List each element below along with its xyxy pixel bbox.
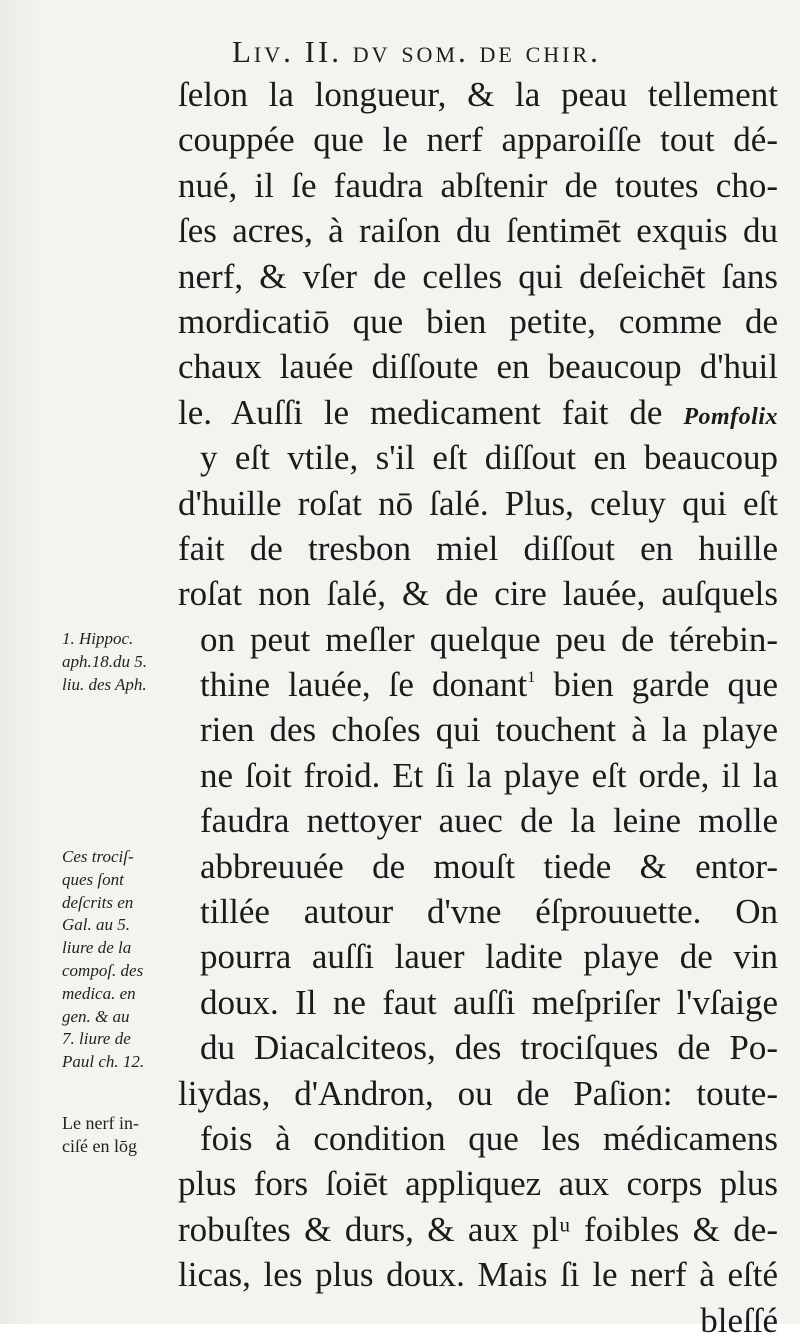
body-line: robuſtes & durs, & aux plᵘ foibles & de- [178, 1209, 778, 1249]
body-line: nué, il ſe faudra abſtenir de toutes cho- [178, 165, 778, 205]
body-line: roſat non ſalé, & de cire lauée, auſquels [178, 574, 778, 614]
margin-note-line: Ces trociſ- [62, 847, 134, 866]
margin-note-line: ques ſont [62, 869, 124, 889]
body-line: pourra auſſi lauer ladite playe de vin [200, 937, 778, 977]
body-line: du Diacalciteos, des trociſques de Po- [200, 1028, 778, 1068]
italic-drug-name: Pomfolix [683, 403, 778, 430]
body-line: bleſſé [700, 1300, 778, 1340]
body-text [178, 72, 778, 1343]
margin-note-line: ciſé en lōg [62, 1135, 137, 1156]
margin-note-line: 1. Hippoc. [62, 629, 134, 648]
margin-note-line: liure de la [62, 938, 132, 958]
body-line: rien des choſes qui touchent à la playe [200, 710, 778, 750]
body-line: ſes acres, à raiſon du ſentimēt exquis du [178, 211, 778, 251]
footnote-marker: 1 [527, 669, 536, 687]
body-line: doux. Il ne faut auſſi meſpriſer l'vſaige [200, 982, 778, 1022]
body-line: ſelon la longueur, & la peau tellement [178, 75, 778, 114]
body-line: ne ſoit froid. Et ſi la playe eſt orde, il la [200, 755, 778, 795]
margin-note-line: deſcrits en [62, 892, 134, 912]
body-line: y eſt vtile, s'il eſt diſſout en beaucoup [200, 438, 778, 478]
running-head: Liv. II. dv som. de chir. [232, 34, 601, 69]
body-line-text: bien garde que [535, 665, 778, 705]
margin-note-line: gen. & au [62, 1006, 130, 1026]
body-line: fait de tresbon miel diſſout en huille [178, 528, 778, 568]
body-line: tillée autour d'vne éſprouuette. On [200, 892, 778, 932]
body-line: on peut meſler quelque peu de térebin- [200, 619, 778, 659]
body-line-text: le. Auſſi le medicament fait de [178, 392, 684, 432]
margin-note-nerf-incise [62, 1112, 212, 1158]
body-line: mordicatiō que bien petite, comme de [178, 301, 778, 341]
margin-note-trocisques [62, 846, 212, 1074]
body-line: nerf, & vſer de celles qui deſeichēt ſans [178, 256, 778, 296]
margin-note-hippocrates [62, 628, 212, 696]
margin-note-line: aph.18.du 5. [62, 651, 147, 671]
body-line: couppée que le nerf apparoiſſe tout dé- [178, 120, 778, 160]
body-line: fois à condition que les médicamens [200, 1118, 778, 1158]
margin-note-line: Paul ch. 12. [62, 1052, 145, 1072]
margin-note-line: medica. en [62, 983, 136, 1003]
margin-note-line: liu. des Aph. [62, 674, 147, 694]
margin-note-line: Le nerf in- [62, 1113, 139, 1133]
body-line: faudra nettoyer auec de la leine molle [200, 801, 778, 841]
body-line: liydas, d'Andron, ou de Paſion: toute- [178, 1073, 778, 1113]
margin-note-line: Gal. au 5. [62, 915, 130, 935]
body-line: abbreuuée de mouſt tiede & entor- [200, 846, 778, 886]
body-line-text: thine lauée, ſe donant [200, 665, 528, 705]
body-line: plus fors ſoiēt appliquez aux corps plus [178, 1164, 778, 1204]
body-line [178, 662, 778, 707]
body-line: chaux lauée diſſoute en beaucoup d'huil [178, 347, 778, 387]
margin-note-line: compoſ. des [62, 960, 144, 980]
body-line: d'huille roſat nō ſalé. Plus, celuy qui eſt [178, 483, 778, 523]
body-line [178, 390, 778, 435]
margin-note-line: 7. liure de [62, 1029, 131, 1049]
body-line: licas, les plus doux. Mais ſi le nerf à eſté [178, 1255, 778, 1295]
